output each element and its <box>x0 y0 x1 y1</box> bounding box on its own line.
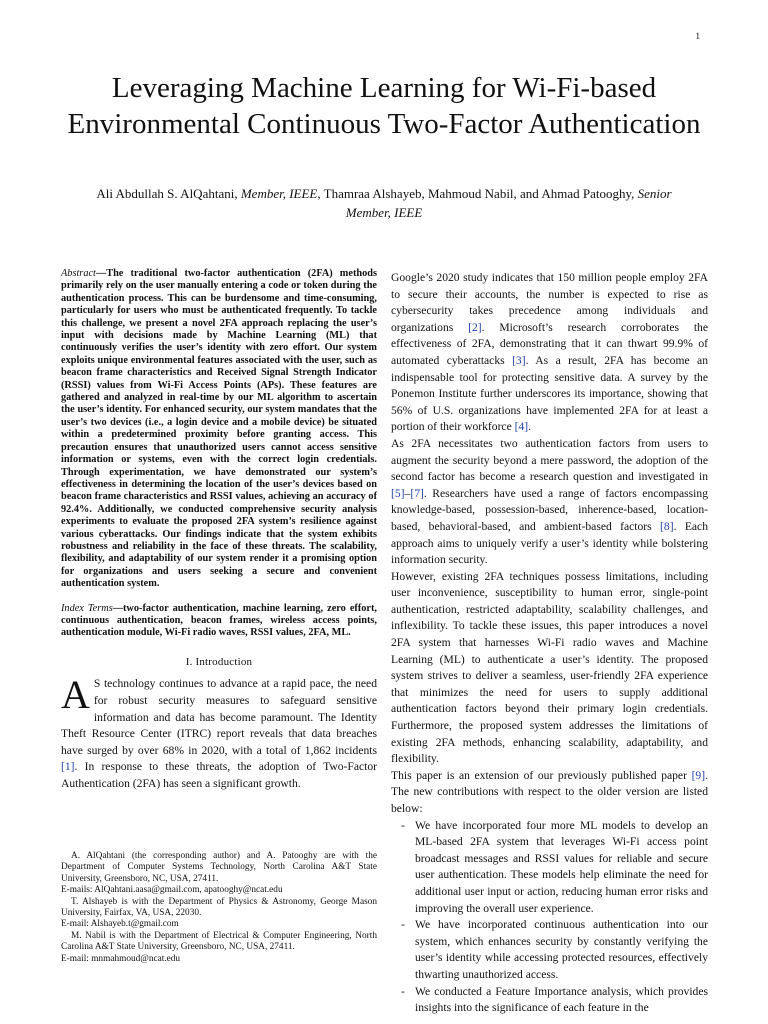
index-terms <box>61 603 377 640</box>
contributions-list <box>391 818 708 1017</box>
paragraph-2 <box>391 436 708 569</box>
footnote-6: E-mail: mnmahmoud@ncat.edu <box>61 953 181 964</box>
author-footnotes <box>61 851 377 965</box>
left-column <box>61 268 377 793</box>
text-run: This paper is an extension of our previously published paper <box>391 768 692 782</box>
text-run: . Each approach aims to uniquely verify a user’s identity while bolstering information security. <box>391 519 709 567</box>
citation-link[interactable]: [7] <box>410 486 424 500</box>
paper-title: Leveraging Machine Learning for Wi-Fi-based Environmental Continuous Two-Factor Authentication <box>67 72 701 140</box>
footnote-5: M. Nabil is with the Department of Electrical & Computer Engineering, North Carolina A&T State University, Greensboro, NC, USA, 27411. <box>61 930 377 953</box>
section-heading-introduction: I. Introduction <box>185 655 253 668</box>
author-role-2: Senior Member, IEEE <box>345 186 672 220</box>
introduction-paragraph <box>61 672 377 792</box>
text-run: . Microsoft’s research corroborates the effectiveness of 2FA, demonstrating that it can thwart 99.9% of automated cyberattacks <box>391 320 708 367</box>
author-role-1: Member, IEEE <box>240 186 318 201</box>
author-names-2: , Thamraa Alshayeb, Mahmoud Nabil, and Ahmad Patooghy, <box>317 186 638 201</box>
citation-link[interactable]: [5] <box>391 486 405 500</box>
list-item: - We conducted a Feature Importance analysis, which provides insights into the significance of each feature in the <box>415 984 708 1017</box>
footnote-1: A. AlQahtani (the corresponding author) and A. Patooghy are with the Department of Computer Systems Technology, North Carolina A&T State University, Greensboro, NC, USA, 27411. <box>61 851 377 884</box>
text-run: . As a result, 2FA has become an indispensable tool for protecting sensitive data. A survey by the Ponemon Institute further underscores its importance, showing that 56% of U.S. organizations have implemented 2FA for at least a portion of their workforce <box>391 353 708 434</box>
author-line <box>80 184 688 222</box>
author-names-1: Ali Abdullah S. AlQahtani, <box>96 186 241 201</box>
abstract <box>61 268 377 591</box>
text-run: – <box>404 486 411 500</box>
footnote-3: T. Alshayeb is with the Department of Physics & Astronomy, George Mason University, Fairfax, VA, USA, 22030. <box>61 896 377 919</box>
text-run: . The new contributions with respect to the older version are listed below: <box>391 768 708 815</box>
abstract-lead: Abstract <box>61 268 96 279</box>
citation-link[interactable]: [2] <box>468 320 482 334</box>
citation-link[interactable]: [8] <box>660 519 674 533</box>
paragraph-4 <box>391 768 708 818</box>
page-number: 1 <box>695 31 700 41</box>
intro-text-1: S technology continues to advance at a rapid pace, the need for robust security measures to safeguard sensitive information and data has become paramount. The Identity Theft Resource Center (ITRC) report reveals that data breaches have surged by over 68% in 2020, with a total of 1,862 incidents <box>61 677 377 757</box>
text-run: . <box>528 420 532 434</box>
footnote-2: E-mails: AlQahtani.aasa@gmail.com, apatooghy@ncat.edu <box>61 885 283 896</box>
index-terms-text: —two-factor authentication, machine learning, zero effort, continuous authentication, beacon frames, wireless access points, authentication module, Wi-Fi radio waves, RSSI values, 2FA, ML. <box>61 602 377 639</box>
paragraph-1 <box>391 270 708 436</box>
text-run: As 2FA necessitates two authentication factors from users to augment the security beyond a mere password, the adoption of the second factor has become a research question and investigated in <box>391 436 708 484</box>
list-item: - We have incorporated four more ML models to develop an ML-based 2FA system that leverages Wi-Fi access point broadcast messages and RSSI values for reliable and secure user authentication. These models help eliminate the need for additional user input or action, reducing human error risks and improving the overall user experience. <box>415 818 708 918</box>
citation-link[interactable]: [4] <box>514 420 529 434</box>
drop-cap: A <box>61 672 90 718</box>
paragraph-3: However, existing 2FA techniques possess limitations, including user inconvenience, susceptibility to human error, single-point authentication, restricted adaptability, scalability challenges, and inflexibility. To tackle these issues, this paper introduces a novel 2FA system that harnesses Wi-Fi radio waves and Machine Learning (ML) to authenticate a user’s identity. The proposed system strives to deliver a seamless, user-friendly 2FA experience that minimizes the need for users to supply additional authentication factors beyond their primary login credentials. Furthermore, the proposed system addresses the limitations of existing 2FA methods, enhancing scalability, adaptability, and flexibility. <box>391 569 708 766</box>
intro-text-2: . In response to these threats, the adoption of Two-Factor Authentication (2FA) has seen a significant growth. <box>61 760 377 790</box>
citation-link[interactable]: [1] <box>61 760 75 774</box>
abstract-text: —The traditional two-factor authentication (2FA) methods primarily rely on the user manually entering a code or token during the authentication process. This can be burdensome and time-consuming, particularly for users who must be authenticated frequently. To tackle this challenge, we present a novel 2FA approach replacing the user’s input with decisions made by Machine Learning (ML) that continuously verifies the user’s identity with zero effort. Our system exploits unique environmental features associated with the user, such as beacon frame characteristics and Received Signal Strength Indicator (RSSI) values from Wi-Fi Access Points (APs). These features are gathered and analyzed in real-time by our ML algorithm to ascertain the user’s identity. For enhanced security, our system mandates that the user’s two devices (i.e., a login device and a mobile device) be situated within a predetermined proximity before granting access. This precaution ensures that unauthorized users cannot access sensitive information or systems, even with the correct login credentials. Through experimentation, we have demonstrated our system’s effectiveness in determining the location of the user’s devices based on beacon frame characteristics and RSSI values, achieving an accuracy of 92.4%. Additionally, we conducted comprehensive security analysis experiments to evaluate the proposed 2FA system’s resilience against various cyberattacks. Our findings indicate that the system exhibits robustness and reliability in the face of these threats. The scalability, flexibility, and adaptability of our system render it a promising option for organizations and users seeking a secure and convenient authentication system. <box>61 268 377 590</box>
index-terms-lead: Index Terms <box>61 602 113 614</box>
text-run: . Researchers have used a range of factors encompassing knowledge-based, possession-based, inherence-based, location-based, behavioral-based, and ambient-based factors <box>391 486 708 533</box>
list-item: - We have incorporated continuous authentication into our system, which enhances security by constantly verifying the user’s identity while accessing protected resources, effectively thwarting unauthorized access. <box>415 917 708 983</box>
right-column <box>391 270 708 1017</box>
citation-link[interactable]: [9] <box>691 768 706 782</box>
footnote-4: E-mail: Alshayeb.t@gmail.com <box>61 919 179 930</box>
citation-link[interactable]: [3] <box>512 353 526 367</box>
text-run: Google’s 2020 study indicates that 150 million people employ 2FA to secure their accounts, the number is expected to rise as cybersecurity takes precedence among individuals and organizations <box>391 271 708 334</box>
